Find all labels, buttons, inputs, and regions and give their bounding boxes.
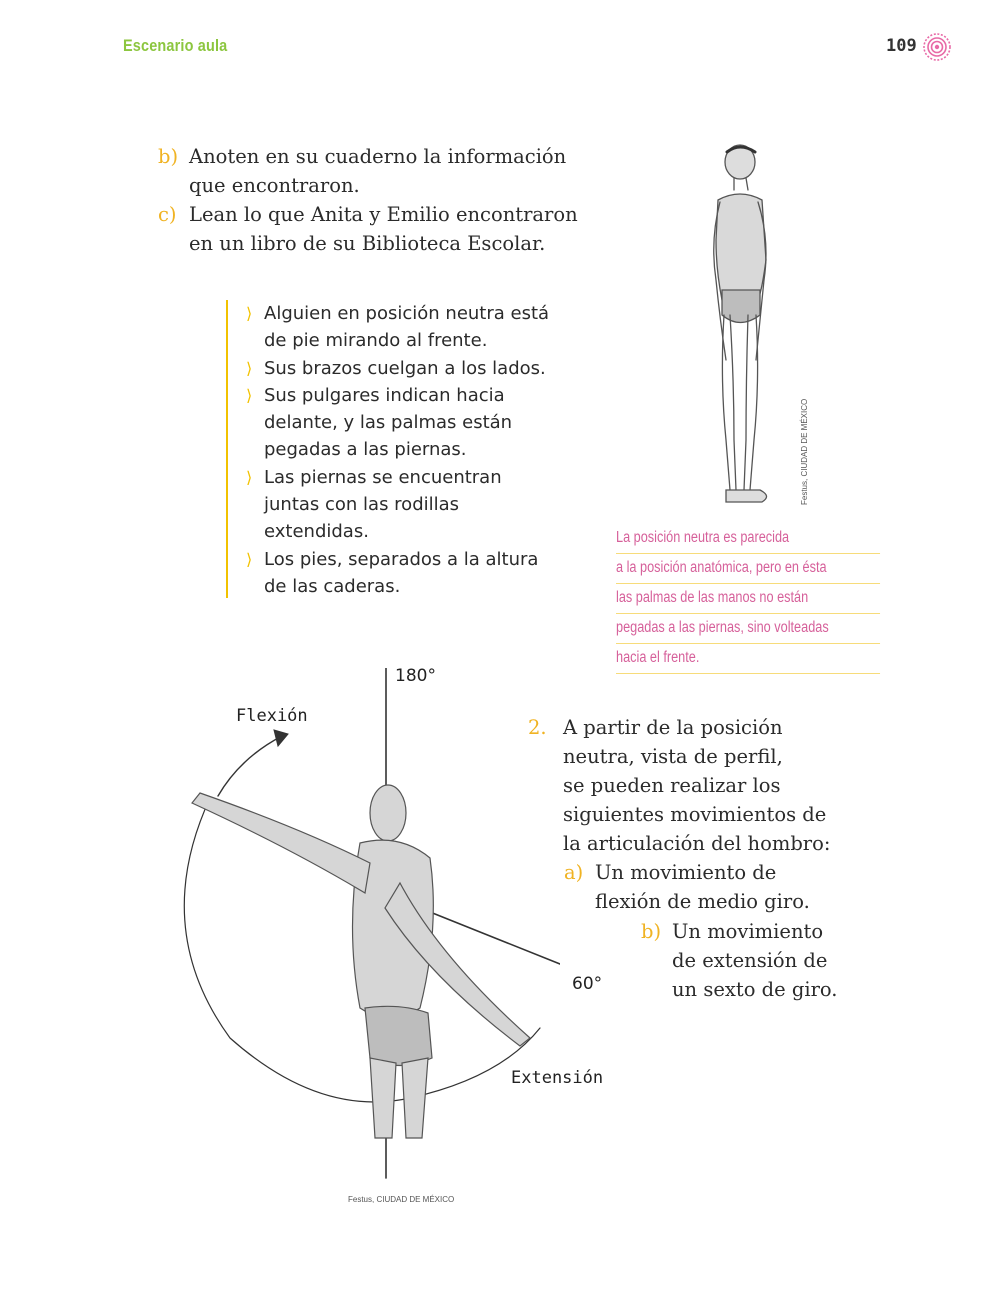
- instruction-c-line: Lean lo que Anita y Emilio encontraron: [189, 203, 578, 226]
- bullet-line: Las piernas se encuentran: [264, 466, 502, 488]
- reading-box-rule: [226, 300, 228, 598]
- bullet-marker: ⟩: [246, 549, 253, 569]
- shoulder-motion-illustration: [170, 668, 560, 1188]
- page-number: 109: [886, 36, 917, 56]
- question-2-b: [641, 917, 838, 1004]
- instruction-c-marker: c): [158, 203, 177, 226]
- figure-caption: [616, 524, 880, 674]
- question-2-line: neutra, vista de perfil,: [563, 745, 783, 768]
- question-2-a-line: flexión de medio giro.: [595, 890, 810, 913]
- question-2-b-line: Un movimiento: [672, 920, 824, 943]
- bullet-item: [246, 546, 591, 601]
- caption-line: La posición neutra es parecida: [616, 524, 880, 554]
- bullet-line: de las caderas.: [264, 575, 401, 597]
- question-2-line: siguientes movimientos de: [563, 803, 827, 826]
- bullet-marker: ⟩: [246, 467, 253, 487]
- instruction-b-line: Anoten en su cuaderno la información: [189, 145, 567, 168]
- section-label: Escenario aula: [123, 36, 228, 55]
- question-2-line: se pueden realizar los: [563, 774, 781, 797]
- bullet-line: Sus pulgares indican hacia: [264, 384, 505, 406]
- question-2: [528, 713, 830, 858]
- bullet-line: de pie mirando al frente.: [264, 330, 488, 352]
- bullet-item: [246, 464, 591, 546]
- question-2-a-line: Un movimiento de: [595, 861, 777, 884]
- instruction-b-line: que encontraron.: [189, 174, 360, 197]
- bullet-item: [246, 355, 591, 382]
- bullet-line: Sus brazos cuelgan a los lados.: [264, 357, 546, 379]
- angle-label-60: 60°: [572, 974, 603, 994]
- bullet-line: juntas con las rodillas: [264, 494, 460, 516]
- caption-line: las palmas de las manos no están: [616, 584, 880, 614]
- bullet-marker: ⟩: [246, 385, 253, 405]
- caption-line: a la posición anatómica, pero en ésta: [616, 554, 880, 584]
- caption-line: pegadas a las piernas, sino volteadas: [616, 614, 880, 644]
- bullet-marker: ⟩: [246, 304, 253, 323]
- bullet-line: delante, y las palmas están: [264, 412, 513, 434]
- instruction-c: [158, 200, 578, 258]
- bullet-line: pegadas a las piernas.: [264, 439, 467, 461]
- bullet-line: Alguien en posición neutra está: [264, 303, 550, 324]
- question-2-b-marker: b): [641, 920, 662, 943]
- bullet-item: [246, 300, 591, 355]
- caption-line: hacia el frente.: [616, 644, 880, 674]
- question-2-a-marker: a): [564, 861, 584, 884]
- image-credit: Festus, CIUDAD DE MÉXICO: [800, 398, 809, 505]
- bullet-marker: ⟩: [246, 358, 253, 378]
- mandala-icon: [922, 32, 952, 62]
- question-2-line: A partir de la posición: [563, 716, 783, 739]
- extension-label: Extensión: [511, 1068, 604, 1088]
- bullet-item: [246, 382, 591, 464]
- angle-label-180: 180°: [395, 666, 436, 686]
- question-2-a: [564, 858, 810, 916]
- flexion-label: Flexión: [236, 706, 308, 726]
- instruction-b: [158, 142, 566, 200]
- bullet-line: extendidas.: [264, 521, 369, 543]
- question-2-number: 2.: [528, 716, 547, 739]
- question-2-b-line: un sexto de giro.: [672, 978, 838, 1001]
- image-credit: Festus, CIUDAD DE MÉXICO: [348, 1195, 455, 1204]
- question-2-line: la articulación del hombro:: [563, 832, 831, 855]
- instruction-c-line: en un libro de su Biblioteca Escolar.: [189, 232, 546, 255]
- standing-figure-illustration: [700, 140, 800, 515]
- bullet-line: Los pies, separados a la altura: [264, 548, 539, 570]
- question-2-b-line: de extensión de: [672, 949, 828, 972]
- instruction-b-marker: b): [158, 145, 179, 168]
- reading-box: [246, 300, 591, 600]
